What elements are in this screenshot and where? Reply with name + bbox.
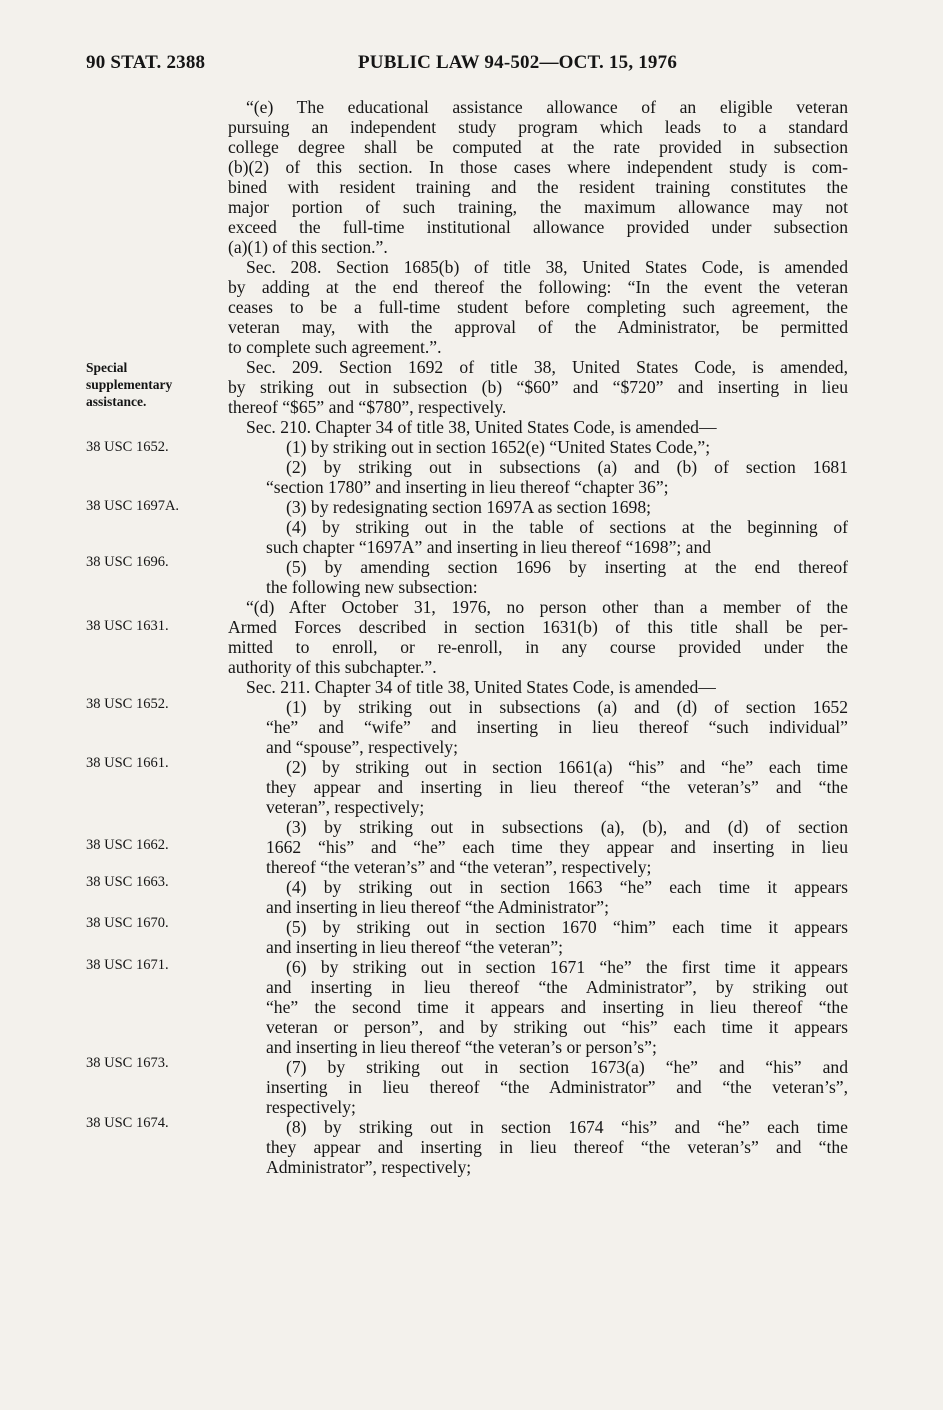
side-note-line: supplementary bbox=[86, 377, 173, 392]
body-line: they appear and inserting in lieu thereof “the veteran’s” and “the bbox=[266, 778, 848, 797]
body-line: veteran or person”, and by striking out “his” each time it appears bbox=[266, 1018, 848, 1037]
citation-note: 38 USC 1663. bbox=[86, 874, 169, 890]
body-line: Sec. 208. Section 1685(b) of title 38, United States Code, is amended bbox=[246, 258, 848, 277]
body-line: and “spouse”, respectively; bbox=[266, 738, 458, 757]
body-line: Administrator”, respectively; bbox=[266, 1158, 472, 1177]
body-line: (3) by striking out in subsections (a), (b), and (d) of section bbox=[286, 818, 848, 837]
body-line: veteran may, with the approval of the Administrator, be permitted bbox=[228, 318, 848, 337]
citation-note: 38 USC 1696. bbox=[86, 554, 169, 570]
body-line: and inserting in lieu thereof “the veteran’s or person’s”; bbox=[266, 1038, 657, 1057]
side-note-line: Special bbox=[86, 360, 128, 375]
body-line: major portion of such training, the maximum allowance may not bbox=[228, 198, 848, 217]
body-line: veteran”, respectively; bbox=[266, 798, 425, 817]
citation-note: 38 USC 1662. bbox=[86, 837, 169, 853]
body-line: 1662 “his” and “he” each time they appear and inserting in lieu bbox=[266, 838, 848, 857]
citation-note: 38 USC 1670. bbox=[86, 915, 169, 931]
body-line: thereof “$65” and “$780”, respectively. bbox=[228, 398, 507, 417]
body-line: “section 1780” and inserting in lieu thereof “chapter 36”; bbox=[266, 478, 669, 497]
citation-note: 38 USC 1674. bbox=[86, 1115, 169, 1131]
side-note-line: assistance. bbox=[86, 394, 147, 409]
body-line: (2) by striking out in section 1661(a) “his” and “he” each time bbox=[286, 758, 848, 777]
body-line: (2) by striking out in subsections (a) and (b) of section 1681 bbox=[286, 458, 848, 477]
body-line: respectively; bbox=[266, 1098, 356, 1117]
citation-note: 38 USC 1661. bbox=[86, 755, 169, 771]
body-line: (8) by striking out in section 1674 “his” and “he” each time bbox=[286, 1118, 848, 1137]
body-line: Armed Forces described in section 1631(b) of this title shall be per- bbox=[228, 618, 848, 637]
body-line: and inserting in lieu thereof “the Administrator”, by striking out bbox=[266, 978, 848, 997]
body-line: they appear and inserting in lieu thereof “the veteran’s” and “the bbox=[266, 1138, 848, 1157]
body-line: bined with resident training and the resident training constitutes the bbox=[228, 178, 848, 197]
body-line: (7) by striking out in section 1673(a) “he” and “his” and bbox=[286, 1058, 848, 1077]
body-line: the following new subsection: bbox=[266, 578, 478, 597]
body-line: pursuing an independent study program which leads to a standard bbox=[228, 118, 848, 137]
body-line: “he” and “wife” and inserting in lieu thereof “such individual” bbox=[266, 718, 848, 737]
body-line: exceed the full-time institutional allowance provided under subsection bbox=[228, 218, 848, 237]
body-line: “(e) The educational assistance allowance of an eligible veteran bbox=[246, 98, 848, 117]
body-line: authority of this subchapter.”. bbox=[228, 658, 437, 677]
body-line: (a)(1) of this section.”. bbox=[228, 238, 388, 257]
body-line: Sec. 210. Chapter 34 of title 38, United States Code, is amended— bbox=[246, 418, 717, 437]
citation-note: 38 USC 1671. bbox=[86, 957, 169, 973]
body-line: (b)(2) of this section. In those cases where independent study is com- bbox=[228, 158, 848, 177]
body-line: (4) by striking out in the table of sections at the beginning of bbox=[286, 518, 848, 537]
body-line: such chapter “1697A” and inserting in lieu thereof “1698”; and bbox=[266, 538, 712, 557]
body-line: Sec. 211. Chapter 34 of title 38, United States Code, is amended— bbox=[246, 678, 716, 697]
body-line: ceases to be a full-time student before completing such agreement, the bbox=[228, 298, 848, 317]
body-line: thereof “the veteran’s” and “the veteran”, respectively; bbox=[266, 858, 652, 877]
body-line: mitted to enroll, or re-enroll, in any course provided under the bbox=[228, 638, 848, 657]
body-line: inserting in lieu thereof “the Administrator” and “the veteran’s”, bbox=[266, 1078, 848, 1097]
body-line: by adding at the end thereof the following: “In the event the veteran bbox=[228, 278, 848, 297]
citation-note: 38 USC 1652. bbox=[86, 439, 169, 455]
citation-note: 38 USC 1673. bbox=[86, 1055, 169, 1071]
body-line: (1) by striking out in subsections (a) and (d) of section 1652 bbox=[286, 698, 848, 717]
body-line: college degree shall be computed at the rate provided in subsection bbox=[228, 138, 848, 157]
running-header: PUBLIC LAW 94-502—OCT. 15, 1976 bbox=[358, 52, 678, 73]
body-line: (5) by amending section 1696 by inserting at the end thereof bbox=[286, 558, 848, 577]
body-line: and inserting in lieu thereof “the Administrator”; bbox=[266, 898, 609, 917]
body-line: (5) by striking out in section 1670 “him” each time it appears bbox=[286, 918, 848, 937]
body-line: (6) by striking out in section 1671 “he” the first time it appears bbox=[286, 958, 848, 977]
body-line: to complete such agreement.”. bbox=[228, 338, 442, 357]
body-line: “he” the second time it appears and inserting in lieu thereof “the bbox=[266, 998, 848, 1017]
citation-note: 38 USC 1652. bbox=[86, 696, 169, 712]
statute-page-number: 90 STAT. 2388 bbox=[86, 52, 206, 73]
body-line: by striking out in subsection (b) “$60” and “$720” and inserting in lieu bbox=[228, 378, 848, 397]
body-line: “(d) After October 31, 1976, no person other than a member of the bbox=[246, 598, 848, 617]
body-line: (1) by striking out in section 1652(e) “United States Code,”; bbox=[286, 438, 711, 457]
citation-note: 38 USC 1631. bbox=[86, 618, 169, 634]
body-line: and inserting in lieu thereof “the veteran”; bbox=[266, 938, 564, 957]
body-line: (4) by striking out in section 1663 “he” each time it appears bbox=[286, 878, 848, 897]
body-line: Sec. 209. Section 1692 of title 38, United States Code, is amended, bbox=[246, 358, 848, 377]
body-line: (3) by redesignating section 1697A as section 1698; bbox=[286, 498, 652, 517]
citation-note: 38 USC 1697A. bbox=[86, 498, 180, 514]
